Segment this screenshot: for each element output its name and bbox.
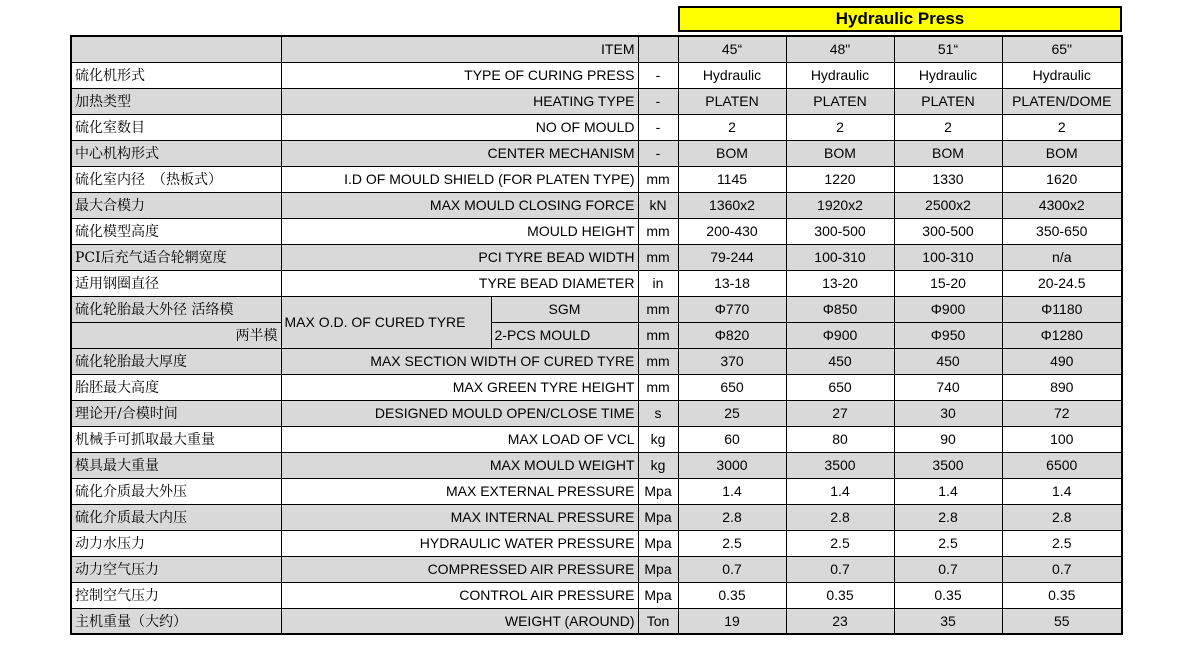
row-cn-label: 中心机构形式 <box>71 140 281 166</box>
row-en-label: DESIGNED MOULD OPEN/CLOSE TIME <box>281 400 638 426</box>
row-en-label: I.D OF MOULD SHIELD (FOR PLATEN TYPE) <box>281 166 638 192</box>
row-value: 13-18 <box>678 270 786 296</box>
table-row <box>71 608 1122 634</box>
table-row <box>71 88 1122 114</box>
row-en-label: CENTER MECHANISM <box>281 140 638 166</box>
row-unit: mm <box>638 244 678 270</box>
row-value: 2 <box>894 114 1002 140</box>
row-en-label: COMPRESSED AIR PRESSURE <box>281 556 638 582</box>
model-header-2: 51“ <box>894 36 1002 62</box>
model-header-0: 45“ <box>678 36 786 62</box>
header-row <box>71 36 1122 62</box>
row-value: Φ770 <box>678 296 786 322</box>
table-row <box>71 114 1122 140</box>
row-value: 0.7 <box>786 556 894 582</box>
row-unit: Mpa <box>638 582 678 608</box>
row-value: 13-20 <box>786 270 894 296</box>
row-value: 2.8 <box>894 504 1002 530</box>
row-value: 1220 <box>786 166 894 192</box>
row-en-label: MAX LOAD OF VCL <box>281 426 638 452</box>
row-unit: Mpa <box>638 530 678 556</box>
table-row <box>71 270 1122 296</box>
row-en-label: MAX MOULD WEIGHT <box>281 452 638 478</box>
table-row <box>71 374 1122 400</box>
row-value: Φ820 <box>678 322 786 348</box>
row-unit: Mpa <box>638 556 678 582</box>
row-value: PLATEN <box>786 88 894 114</box>
row-value: 2.8 <box>786 504 894 530</box>
row-value: 2 <box>786 114 894 140</box>
row-value: BOM <box>894 140 1002 166</box>
row-cn-label: 动力空气压力 <box>71 556 281 582</box>
row-unit: mm <box>638 374 678 400</box>
row-value: 2 <box>1002 114 1122 140</box>
row-value: 890 <box>1002 374 1122 400</box>
spec-table <box>70 35 1123 635</box>
row-value: PLATEN <box>678 88 786 114</box>
row-unit: Ton <box>638 608 678 634</box>
row-value: Φ1180 <box>1002 296 1122 322</box>
table-row <box>71 348 1122 374</box>
row-value: Hydraulic <box>1002 62 1122 88</box>
row-value: 55 <box>1002 608 1122 634</box>
row-value: 450 <box>894 348 1002 374</box>
row-value: 20-24.5 <box>1002 270 1122 296</box>
row-value: BOM <box>678 140 786 166</box>
row-value: 15-20 <box>894 270 1002 296</box>
row-value: 1.4 <box>678 478 786 504</box>
row-value: 1920x2 <box>786 192 894 218</box>
row-unit: kN <box>638 192 678 218</box>
row-unit: mm <box>638 322 678 348</box>
banner-title: Hydraulic Press <box>678 6 1122 32</box>
row-en-label: PCI TYRE BEAD WIDTH <box>281 244 638 270</box>
row-value: 80 <box>786 426 894 452</box>
row-value: 2.8 <box>678 504 786 530</box>
row-value: 2.5 <box>786 530 894 556</box>
row-cn-label: 最大合模力 <box>71 192 281 218</box>
row-value: 0.35 <box>786 582 894 608</box>
table-row <box>71 218 1122 244</box>
row-cn-label: 主机重量（大约） <box>71 608 281 634</box>
row-value: 0.7 <box>678 556 786 582</box>
row-en-label: MAX INTERNAL PRESSURE <box>281 504 638 530</box>
row-value: 2500x2 <box>894 192 1002 218</box>
header-cn-cell <box>71 36 281 62</box>
model-header-1: 48" <box>786 36 894 62</box>
row-unit: mm <box>638 166 678 192</box>
row-value: 25 <box>678 400 786 426</box>
row-value: 2.5 <box>1002 530 1122 556</box>
row-value: 35 <box>894 608 1002 634</box>
row-value: 1.4 <box>894 478 1002 504</box>
row-cn-label: 胎胚最大高度 <box>71 374 281 400</box>
row-cn-label: 加热类型 <box>71 88 281 114</box>
row-value: 1.4 <box>1002 478 1122 504</box>
od-row-2pcs <box>71 322 1122 348</box>
od-sub-label-2pcs: 2-PCS MOULD <box>491 322 638 348</box>
row-value: 27 <box>786 400 894 426</box>
od-row-sgm <box>71 296 1122 322</box>
table-row <box>71 504 1122 530</box>
header-unit-cell <box>638 36 678 62</box>
row-value: BOM <box>786 140 894 166</box>
spec-table-body <box>71 36 1122 634</box>
table-row <box>71 192 1122 218</box>
row-value: 740 <box>894 374 1002 400</box>
row-value: Hydraulic <box>894 62 1002 88</box>
row-value: 2.5 <box>678 530 786 556</box>
table-row <box>71 582 1122 608</box>
row-value: Φ900 <box>894 296 1002 322</box>
row-value: 0.7 <box>1002 556 1122 582</box>
row-unit: - <box>638 114 678 140</box>
row-value: 100-310 <box>786 244 894 270</box>
row-cn-label: 硫化机形式 <box>71 62 281 88</box>
row-value: 300-500 <box>786 218 894 244</box>
table-row <box>71 400 1122 426</box>
row-value: 650 <box>678 374 786 400</box>
row-value: 3500 <box>786 452 894 478</box>
row-value: 1330 <box>894 166 1002 192</box>
row-unit: kg <box>638 452 678 478</box>
row-value: 0.7 <box>894 556 1002 582</box>
table-row <box>71 140 1122 166</box>
row-value: PLATEN <box>894 88 1002 114</box>
row-value: 370 <box>678 348 786 374</box>
row-value: 19 <box>678 608 786 634</box>
row-cn-label: 硫化轮胎最大厚度 <box>71 348 281 374</box>
row-cn-label: 硫化介质最大外压 <box>71 478 281 504</box>
row-value: Hydraulic <box>678 62 786 88</box>
row-en-label: NO OF MOULD <box>281 114 638 140</box>
row-value: 450 <box>786 348 894 374</box>
table-row <box>71 452 1122 478</box>
row-value: Φ850 <box>786 296 894 322</box>
table-row <box>71 530 1122 556</box>
od-cn-label-2: 两半模 <box>71 322 281 348</box>
row-value: 0.35 <box>1002 582 1122 608</box>
row-value: PLATEN/DOME <box>1002 88 1122 114</box>
row-en-label: HEATING TYPE <box>281 88 638 114</box>
row-value: 2.5 <box>894 530 1002 556</box>
row-cn-label: 动力水压力 <box>71 530 281 556</box>
row-en-label: HYDRAULIC WATER PRESSURE <box>281 530 638 556</box>
row-unit: Mpa <box>638 478 678 504</box>
row-unit: mm <box>638 218 678 244</box>
row-en-label: TYPE OF CURING PRESS <box>281 62 638 88</box>
row-value: 2 <box>678 114 786 140</box>
row-value: Φ950 <box>894 322 1002 348</box>
row-cn-label: 硫化室数目 <box>71 114 281 140</box>
row-en-label: CONTROL AIR PRESSURE <box>281 582 638 608</box>
row-value: 100-310 <box>894 244 1002 270</box>
row-value: 0.35 <box>894 582 1002 608</box>
row-value: 79-244 <box>678 244 786 270</box>
row-value: 30 <box>894 400 1002 426</box>
table-row <box>71 478 1122 504</box>
row-value: 72 <box>1002 400 1122 426</box>
row-cn-label: 硫化室内径 （热板式） <box>71 166 281 192</box>
row-value: 60 <box>678 426 786 452</box>
row-cn-label: 控制空气压力 <box>71 582 281 608</box>
row-value: n/a <box>1002 244 1122 270</box>
row-unit: - <box>638 62 678 88</box>
row-cn-label: PCI后充气适合轮辋宽度 <box>71 244 281 270</box>
row-value: 0.35 <box>678 582 786 608</box>
row-unit: Mpa <box>638 504 678 530</box>
table-row <box>71 166 1122 192</box>
row-cn-label: 硫化介质最大内压 <box>71 504 281 530</box>
od-sub-label-sgm: SGM <box>491 296 638 322</box>
row-value: BOM <box>1002 140 1122 166</box>
row-value: 200-430 <box>678 218 786 244</box>
row-cn-label: 理论开/合模时间 <box>71 400 281 426</box>
row-unit: s <box>638 400 678 426</box>
row-value: Φ1280 <box>1002 322 1122 348</box>
row-cn-label: 机械手可抓取最大重量 <box>71 426 281 452</box>
row-cn-label: 模具最大重量 <box>71 452 281 478</box>
row-value: 4300x2 <box>1002 192 1122 218</box>
row-value: 23 <box>786 608 894 634</box>
row-value: 3500 <box>894 452 1002 478</box>
model-header-3: 65" <box>1002 36 1122 62</box>
row-unit: kg <box>638 426 678 452</box>
row-en-label: MAX MOULD CLOSING FORCE <box>281 192 638 218</box>
row-unit: mm <box>638 296 678 322</box>
row-value: 2.8 <box>1002 504 1122 530</box>
od-en-label: MAX O.D. OF CURED TYRE <box>281 296 491 348</box>
table-row <box>71 556 1122 582</box>
row-value: 100 <box>1002 426 1122 452</box>
table-row <box>71 244 1122 270</box>
row-value: 1360x2 <box>678 192 786 218</box>
row-value: 1620 <box>1002 166 1122 192</box>
header-item-cell: ITEM <box>281 36 638 62</box>
row-value: 300-500 <box>894 218 1002 244</box>
row-unit: in <box>638 270 678 296</box>
row-value: 1145 <box>678 166 786 192</box>
row-value: 1.4 <box>786 478 894 504</box>
row-unit: - <box>638 88 678 114</box>
row-value: 6500 <box>1002 452 1122 478</box>
row-cn-label: 硫化模型高度 <box>71 218 281 244</box>
row-en-label: MOULD HEIGHT <box>281 218 638 244</box>
row-unit: mm <box>638 348 678 374</box>
row-en-label: TYRE BEAD DIAMETER <box>281 270 638 296</box>
row-value: 90 <box>894 426 1002 452</box>
row-en-label: MAX SECTION WIDTH OF CURED TYRE <box>281 348 638 374</box>
od-cn-label-1: 硫化轮胎最大外径 活络模 <box>71 296 281 322</box>
row-value: 350-650 <box>1002 218 1122 244</box>
row-en-label: WEIGHT (AROUND) <box>281 608 638 634</box>
row-cn-label: 适用钢圈直径 <box>71 270 281 296</box>
row-en-label: MAX EXTERNAL PRESSURE <box>281 478 638 504</box>
table-row <box>71 426 1122 452</box>
row-value: Φ900 <box>786 322 894 348</box>
row-value: 650 <box>786 374 894 400</box>
row-value: Hydraulic <box>786 62 894 88</box>
row-value: 490 <box>1002 348 1122 374</box>
row-unit: - <box>638 140 678 166</box>
row-en-label: MAX GREEN TYRE HEIGHT <box>281 374 638 400</box>
table-row <box>71 62 1122 88</box>
row-value: 3000 <box>678 452 786 478</box>
